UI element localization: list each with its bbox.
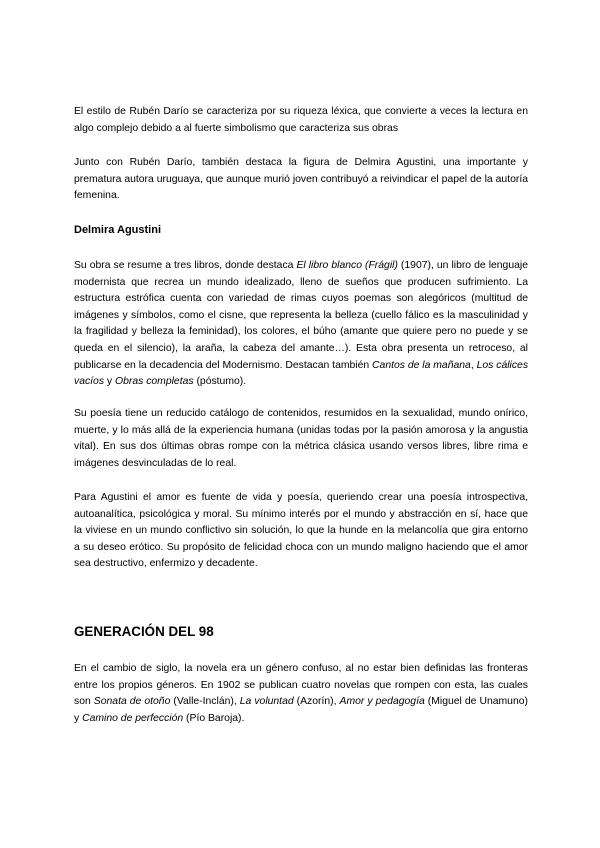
novel-title: Camino de perfección bbox=[82, 712, 184, 724]
paragraph-delmira-works bbox=[74, 258, 528, 391]
book-title: Los cálices vacíos bbox=[74, 359, 529, 388]
text-run: , bbox=[470, 359, 477, 371]
book-title: Obras completas bbox=[115, 376, 194, 388]
text-run: (1907), un libro de lenguaje modernista que recrea un mundo idealizado, lleno de sueños que producen sufrimiento. La estructura estrófica cuenta con variedad de rimas cuyos poemas son alegóricos (multitud de imágenes y símbolos, como el cisne, que representa la belleza (cuello fálico es la masculinidad y la fragilidad y belleza la feminidad), los colores, el búho (amante que quiere pero no puede y se queda en el silencio), la araña, la cabeza del amante…). Esta obra presenta un retroceso, al publicarse en la decadencia del Modernismo. Destacan también bbox=[74, 260, 528, 371]
section-heading-delmira: Delmira Agustini bbox=[74, 224, 161, 236]
text-run: (Valle-Inclán), bbox=[170, 696, 240, 708]
book-title: Cantos de la mañana bbox=[372, 359, 471, 371]
paragraph-generacion-novels bbox=[74, 661, 528, 727]
novel-title: Amor y pedagogía bbox=[339, 696, 425, 708]
paragraph-delmira-intro: Junto con Rubén Darío, también destaca la figura de Delmira Agustini, una importante y prematura autora uruguaya, que aunque murió joven contribuyó a reivindicar el papel de la autoría femenina. bbox=[74, 157, 528, 202]
section-heading-generacion-98: GENERACIÓN DEL 98 bbox=[74, 624, 214, 639]
novel-title: Sonata de otoño bbox=[93, 696, 171, 708]
text-run: y bbox=[104, 376, 116, 388]
text-run: (Azorín), bbox=[293, 696, 340, 708]
text-run: (póstumo). bbox=[193, 376, 247, 388]
paragraph-delmira-themes: Su poesía tiene un reducido catálogo de contenidos, resumidos en la sexualidad, mundo onírico, muerte, y lo más allá de la experiencia humana (unidas todas por la pasión amorosa y la angustia vital). En sus dos últimas obras rompe con la métrica clásica usando versos libres, libre rima e imágenes desvinculadas de lo real. bbox=[74, 408, 528, 469]
book-title: El libro blanco (Frágil) bbox=[296, 260, 398, 271]
text-run: (Pío Baroja). bbox=[183, 712, 245, 724]
text-run: En el cambio de siglo, la novela era un género confuso, al no estar bien definidas las fronteras entre los propios géneros. En 1902 se publican cuatro novelas que rompen con esta, las cuales son bbox=[74, 663, 528, 708]
paragraph-dario-style: El estilo de Rubén Darío se caracteriza por su riqueza léxica, que convierte a veces la lectura en algo complejo debido a al fuerte simbolismo que caracteriza sus obras bbox=[74, 106, 528, 134]
novel-title: La voluntad bbox=[239, 696, 294, 708]
text-run: (Miguel de Unamuno) y bbox=[74, 696, 528, 724]
text-run: Su obra se resume a tres libros, donde destaca bbox=[74, 260, 297, 271]
paragraph-delmira-love: Para Agustini el amor es fuente de vida y poesía, queriendo crear una poesía introspectiva, autoanalítica, psicológica y moral. Su mínimo interés por el mundo y abstracción en sí, hace que la viviese en un mundo conflictivo sin solución, lo que la hunde en la melancolía que gira entorno a su deseo erótico. Su propósito de felicidad choca con un mundo maligno haciendo que el amor sea destructivo, enfermizo y decadente. bbox=[74, 492, 528, 570]
